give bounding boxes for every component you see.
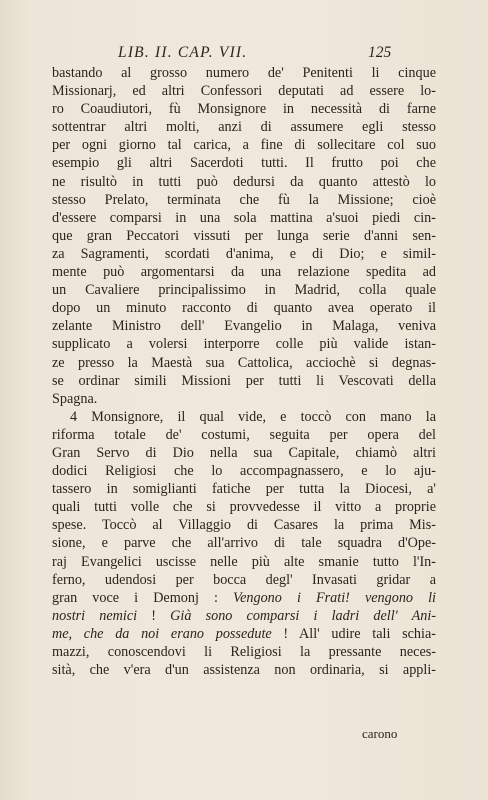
text-line: se ordinar simili Missioni per tutti li Vescovati della <box>52 372 436 389</box>
text-line: Spagna. <box>52 390 98 407</box>
text-line: za Sagramenti, scordati d'anima, e di Dio; e simil- <box>52 245 436 262</box>
text-line: ze presso la Maestà sua Cattolica, acciochè si degnas- <box>52 354 436 371</box>
text-line: sione, e parve che all'arrivo di tale squadra d'Ope- <box>52 535 436 552</box>
text-line: sità, che v'era d'un assistenza non ordinaria, si appli- <box>52 662 436 679</box>
text-line: mazzi, conoscendovi li Religiosi la pressante neces- <box>52 644 436 660</box>
text-line <box>52 625 436 643</box>
body-text <box>52 64 436 679</box>
text-line: mente può argomentarsi da una relazione spedita ad <box>52 264 436 281</box>
text-line: 4 Monsignore, il qual vide, e toccò con mano la <box>70 408 436 425</box>
running-head: LIB. II. CAP. VII. <box>118 44 248 61</box>
text-span: ! All' udire tali schia- <box>271 625 436 642</box>
page-number: 125 <box>368 44 392 61</box>
text-line: bastando al grosso numero de' Penitenti li cinque <box>52 65 436 81</box>
text-line: ne risultò in tutti può dedursi da quanto attestò lo <box>52 173 436 190</box>
text-span: ! <box>137 607 171 624</box>
page-header <box>0 44 488 66</box>
text-line: ferno, udendosi per bocca degl' Invasati gridar a <box>52 571 436 588</box>
text-line: zelante Ministro dell' Evangelio in Malaga, veniva <box>52 318 436 335</box>
italic-span: Già sono comparsi i ladri dell' Ani- <box>170 607 436 624</box>
text-line: spese. Toccò al Villaggio di Casares la prima Mis- <box>52 517 436 534</box>
italic-span: nostri nemici <box>52 607 138 624</box>
text-line: un Cavaliere principalissimo in Madrid, colla quale <box>52 282 436 299</box>
catchword: carono <box>362 726 398 741</box>
text-line: per ogni giorno tal carica, a fine di sollecitare col suo <box>52 137 436 154</box>
text-span: gran voce i Demonj : <box>52 589 234 606</box>
italic-span: Vengono i Frati! vengono li <box>233 589 436 606</box>
text-line <box>52 589 436 607</box>
text-line: dopo un minuto racconto di quanto avea operato il <box>52 300 436 317</box>
text-line: esempio gli altri Sacerdoti tutti. Il frutto poi che <box>52 155 436 172</box>
text-line: Missionarj, ed altri Confessori deputati ad essere lo- <box>52 83 436 100</box>
text-line: riforma totale de' costumi, seguita per opera del <box>52 426 436 443</box>
text-line: que gran Peccatori vissuti per lunga serie d'anni sen- <box>52 227 436 244</box>
text-line: sottentrar altri molti, anzi di assumere egli stesso <box>52 119 436 136</box>
text-line: supplicato a volersi interporre colle più valide istan- <box>52 336 436 353</box>
text-line: d'essere comparsi in una sola mattina a'suoi piedi cin- <box>52 209 436 226</box>
text-line: dodici Religiosi che lo accompagnassero, e lo aju- <box>52 463 436 480</box>
text-line: stesso Prelato, terminata che fù la Missione; cioè <box>52 191 436 208</box>
text-line: Gran Servo di Dio nella sua Capitale, chiamò altri <box>52 444 436 461</box>
text-line <box>52 607 436 625</box>
text-line: raj Evangelici uscisse nelle più alte smanie tutto l'In- <box>52 553 436 570</box>
italic-span: me, che da noi erano possedute <box>52 625 272 642</box>
text-line: tassero in somiglianti fatiche per tutta la Diocesi, a' <box>52 481 436 498</box>
text-line: ro Coaudiutori, fù Monsignore in necessità di farne <box>52 101 436 118</box>
text-line: quali tutti volle che si provvedesse il vitto a proprie <box>52 499 436 516</box>
